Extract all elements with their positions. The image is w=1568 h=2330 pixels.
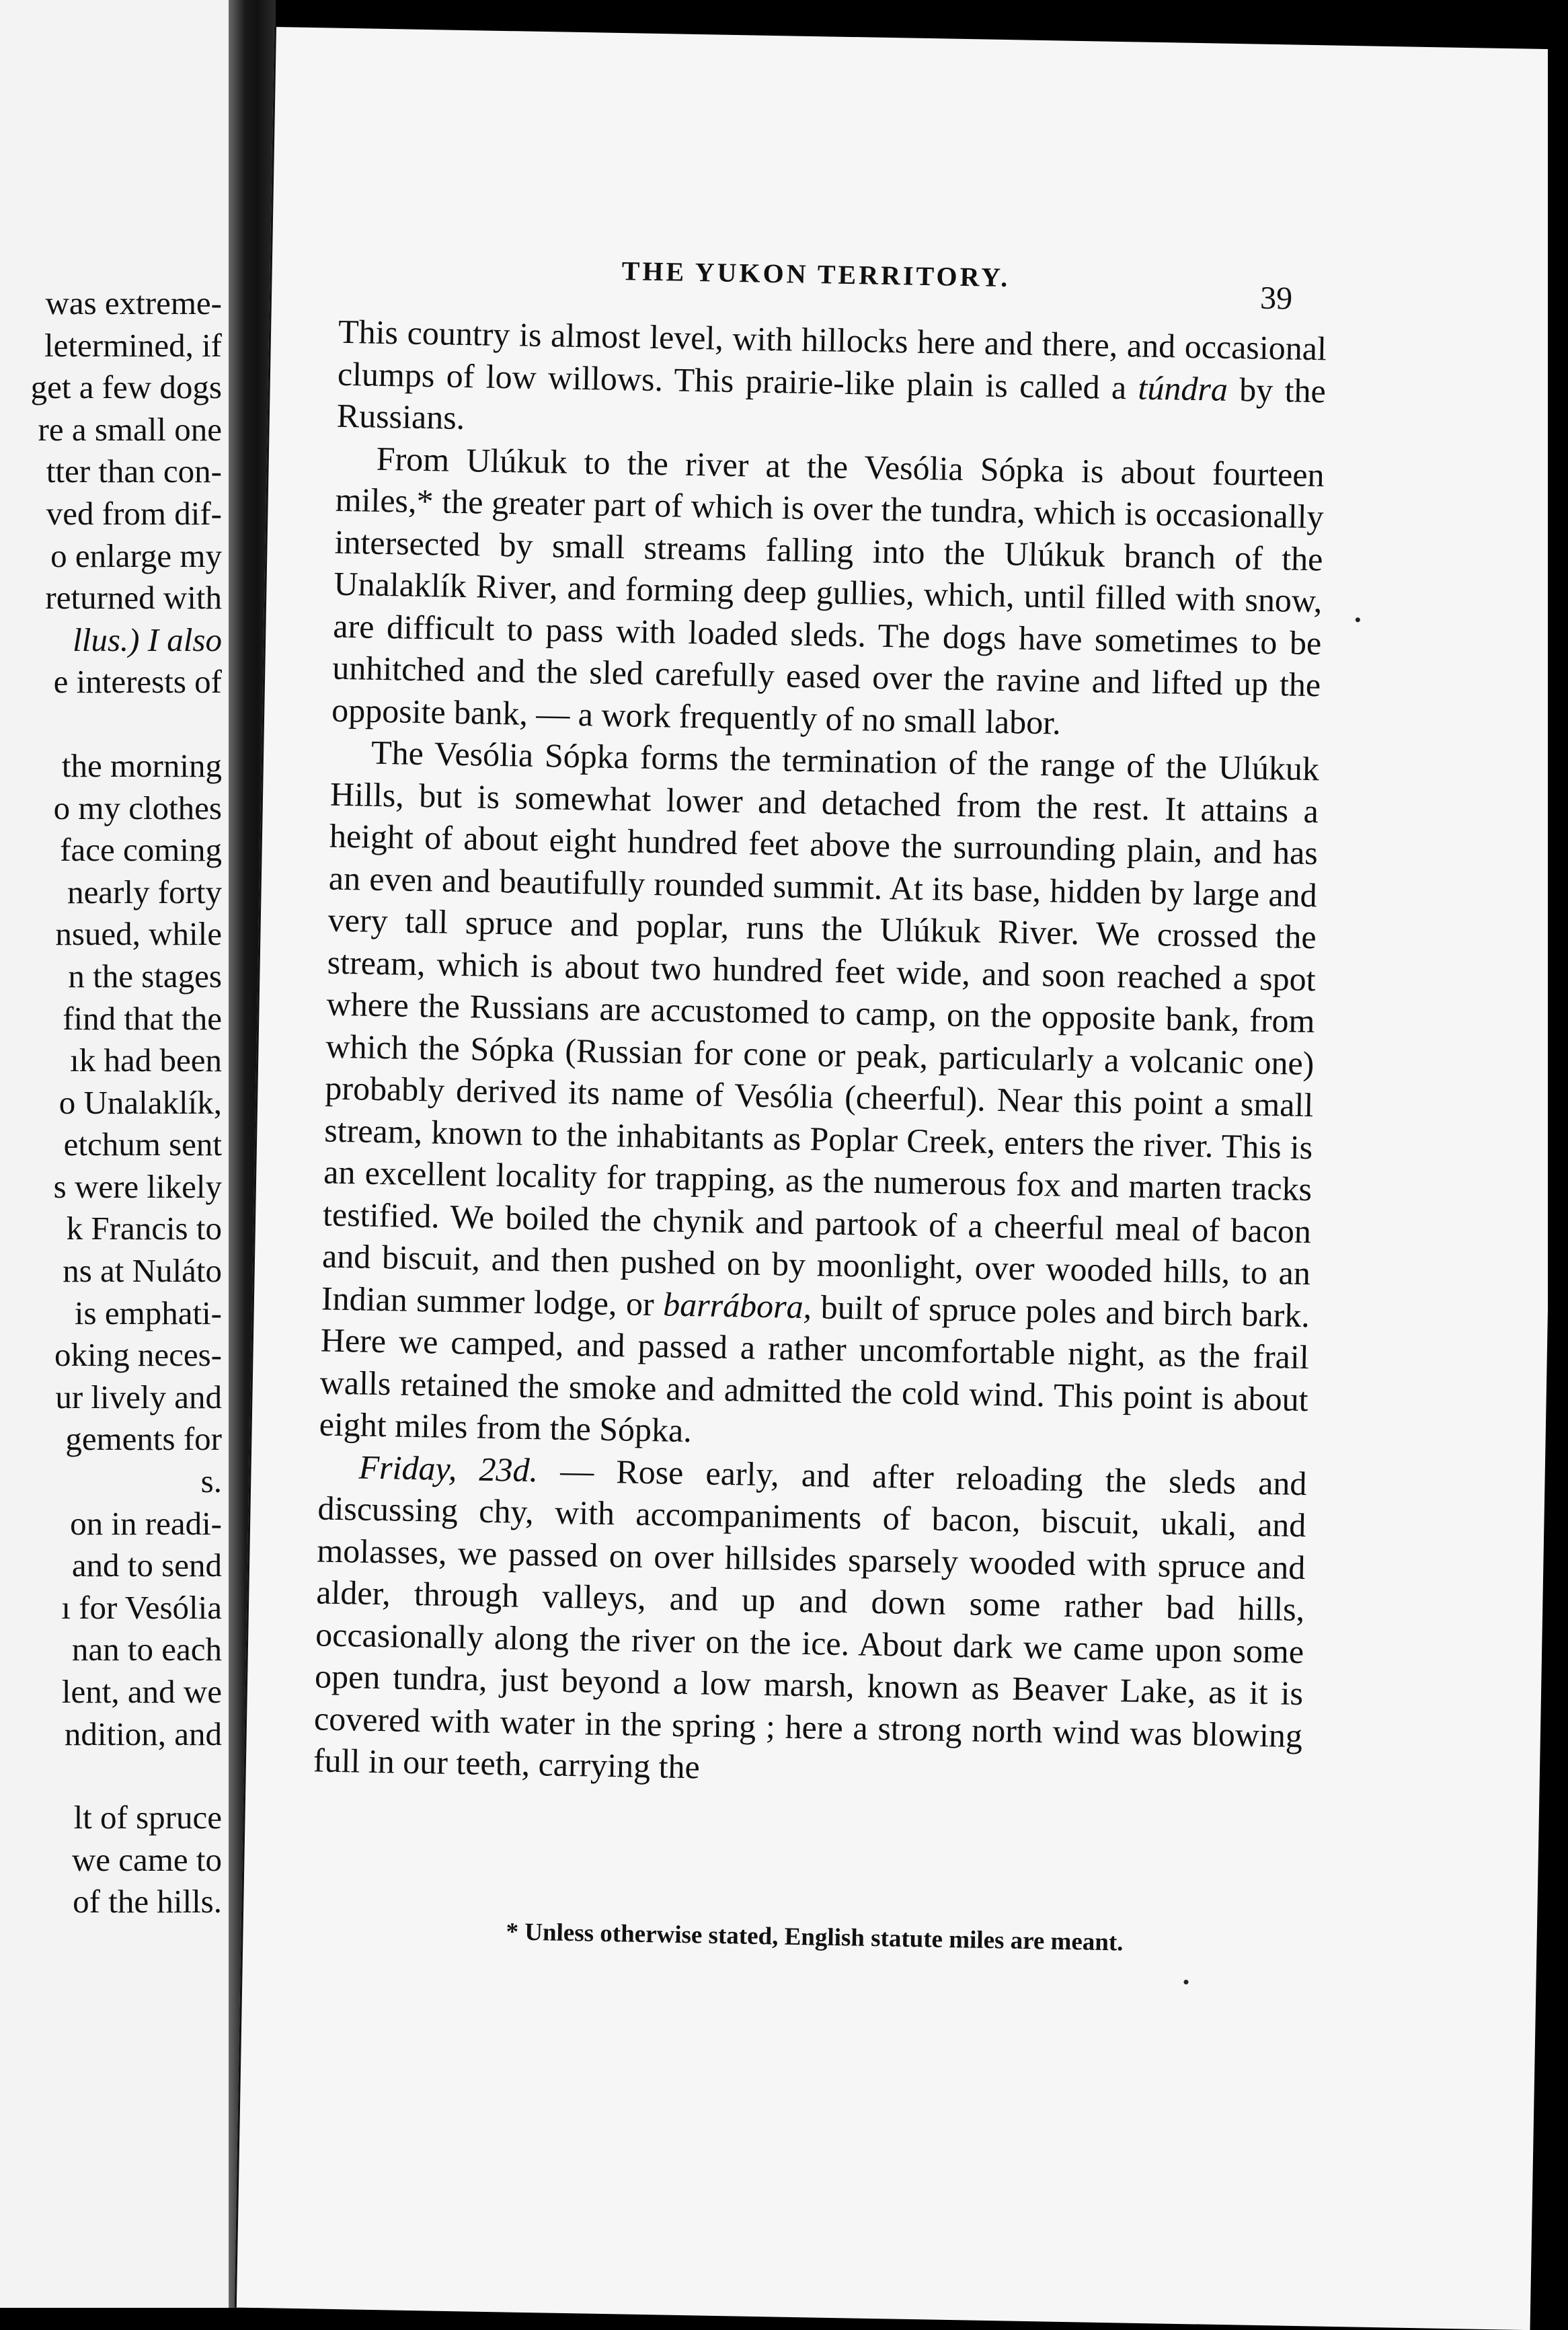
left-line: e interests of <box>53 663 222 701</box>
right-page <box>235 27 1568 2330</box>
left-line: and to send <box>71 1547 222 1584</box>
left-line: ndition, and <box>64 1715 222 1752</box>
footnote: * Unless otherwise stated, English statute miles are meant. <box>506 1918 1124 1957</box>
left-line: find that the <box>63 999 222 1037</box>
left-line: oking neces- <box>54 1336 222 1374</box>
paragraph-text: built of spruce poles and birch bark. Here we camped, and passed a rather uncomfortable night, as the frail walls retained the smoke and admitted the cold wind. This point is about eight miles from the Sópka. <box>319 1287 1310 1450</box>
left-line: n the stages <box>68 957 222 995</box>
left-line: k Francis to <box>66 1210 222 1247</box>
left-line: nan to each <box>71 1631 222 1668</box>
left-line: on in readi- <box>70 1504 222 1542</box>
paragraph-text: This country is almost level, with hillocks here and there, and occasional clumps of low willows. This prairie-like plain is called a <box>337 312 1327 406</box>
left-line: ns at Nuláto <box>63 1252 222 1290</box>
page-number: 39 <box>1259 280 1293 317</box>
left-line: gements for <box>65 1420 222 1458</box>
speck-mark <box>1356 617 1360 622</box>
left-line: returned with <box>45 579 222 617</box>
left-line: nsued, while <box>55 915 222 953</box>
speck-mark <box>1183 1980 1188 1984</box>
paragraph-text: The Vesólia Sópka forms the termination of the range of the Ulúkuk Hills, but is somewhat lower and detached from the rest. It attains a height of about eight hundred feet above the surrounding plain, and has an even and beautifully rounded summit. At its base, hidden by large and very tall spruce and poplar, runs the Ulúkuk River. We crossed the stream, which is about two hundred feet wide, and soon reached a spot where the Russians are accustomed to camp, on the opposite bank, from which the Sópka (Russian for cone or peak, particularly a volcanic one) probably derived its name of Vesólia (cheerful). Near this point a small stream, known to the inhabitants as Poplar Creek, enters the river. This is an excellent locality for trapping, as the numerous fox and marten tracks testified. We boiled the chynik and partook of a cheerful meal of bacon and biscuit, and then pushed on by moonlight, over wooded hills, to an Indian summer lodge, or <box>321 733 1320 1323</box>
left-line: re a small one <box>38 410 222 448</box>
left-line: lt of spruce <box>73 1799 222 1836</box>
left-line: get a few dogs <box>30 368 222 406</box>
left-line: letermined, if <box>44 326 222 364</box>
left-line: lent, and we <box>61 1673 222 1710</box>
left-line: ık had been <box>70 1042 222 1079</box>
scan-right-border <box>1548 0 1568 2308</box>
left-line: llus.) I also <box>73 621 222 658</box>
italic-term: túndra <box>1138 368 1228 408</box>
left-line: ved from dif- <box>46 494 222 532</box>
italic-term: barrábora, <box>662 1284 812 1325</box>
left-line: o Unalaklík, <box>58 1083 222 1121</box>
running-head: THE YUKON TERRITORY. <box>621 256 1011 293</box>
left-line: o enlarge my <box>50 537 222 574</box>
left-page-text <box>0 282 222 1923</box>
paragraph <box>319 731 1319 1463</box>
left-line: the morning <box>61 746 222 784</box>
left-line: we came to <box>71 1840 222 1878</box>
paragraph-text: by the Russians. <box>336 370 1327 437</box>
left-facing-page <box>0 0 249 2308</box>
left-line: s were likely <box>53 1167 222 1205</box>
left-line: etchum sent <box>63 1126 222 1163</box>
paragraph <box>313 1445 1307 1799</box>
left-line: of the hills. <box>73 1883 222 1920</box>
left-line: was extreme- <box>45 284 222 321</box>
left-line: s. <box>200 1463 222 1500</box>
left-line: tter than con- <box>46 453 222 490</box>
left-line: ur lively and <box>55 1378 222 1415</box>
date-heading: Friday, 23d. <box>358 1448 539 1489</box>
left-line: is emphati- <box>74 1294 222 1331</box>
left-line: ı for Vesólia <box>61 1588 222 1626</box>
left-line: o my clothes <box>53 789 222 826</box>
paragraph-text: — Rose early, and after reloading the sleds and discussing chy, with accompaniments of bacon, biscuit, ukali, and molasses, we passed on over hillsides sparsely wooded with spruce and alder, through valleys, and up and down some rather bad hills, occasionally along the river on the ice. About dark we came upon some open tundra, just beyond a low marsh, known as Beaver Lake, as it is covered with water in the spring ; here a strong north wind was blowing full in our teeth, carrying the <box>313 1450 1307 1786</box>
body-text <box>313 311 1327 1799</box>
paragraph <box>336 311 1327 454</box>
left-line: nearly forty <box>67 873 222 910</box>
paragraph: From Ulúkuk to the river at the Vesólia Sópka is about fourteen miles,* the greater part of which is over the tundra, which is occasionally intersected by small streams falling into the Ulúkuk branch of the Unalaklík River, and forming deep gullies, which, until filled with snow, are difficult to pass with loaded sleds. The dogs have sometimes to be unhitched and the sled carefully eased over the ravine and lifted up the opposite bank, — a work frequently of no small labor. <box>331 439 1325 742</box>
left-line: face coming <box>60 831 222 869</box>
